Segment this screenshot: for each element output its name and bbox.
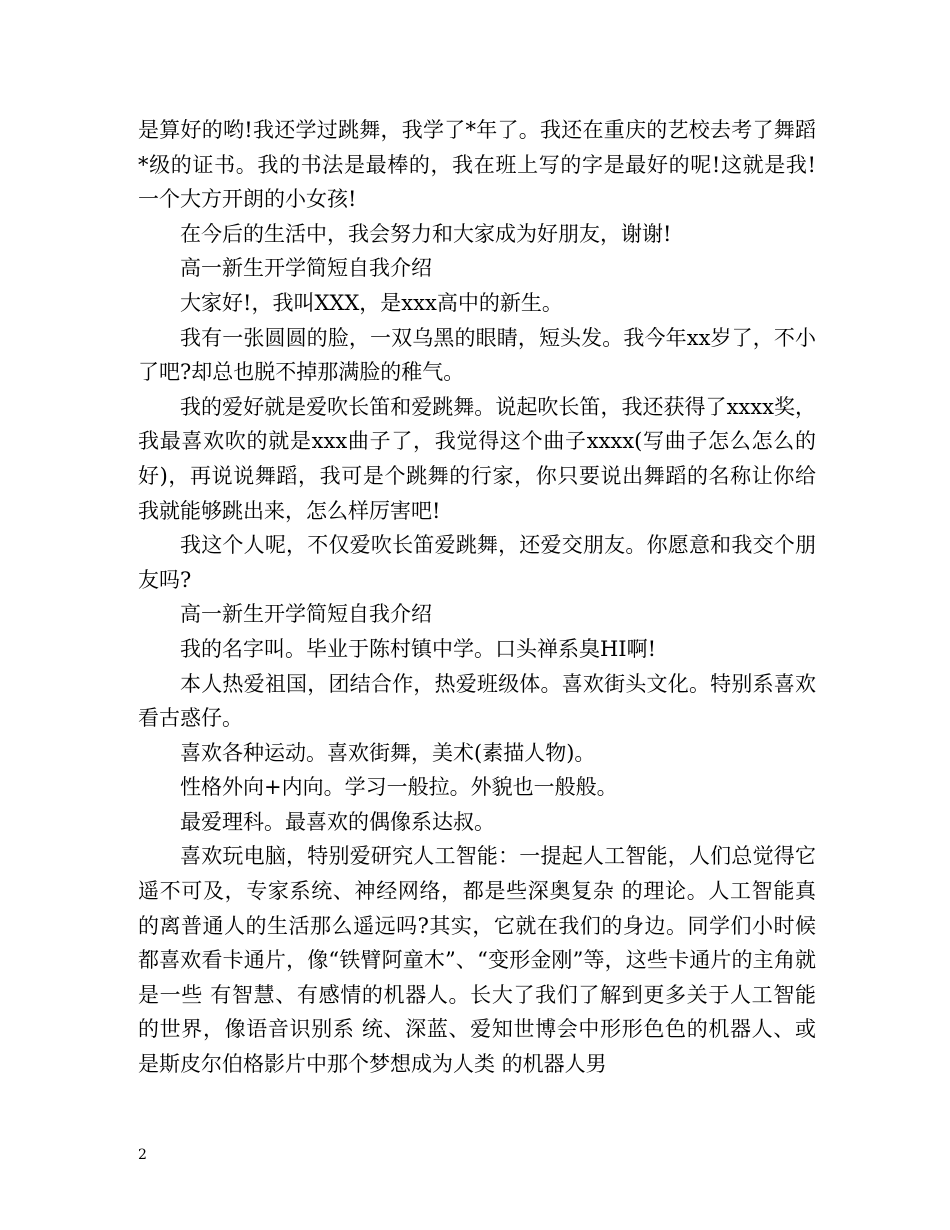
paragraph: 在今后的生活中，我会努力和大家成为好朋友，谢谢!: [180, 221, 672, 246]
paragraph: 高一新生开学简短自我介绍: [180, 256, 432, 281]
document-body: [138, 113, 816, 1082]
paragraph: 性格外向+内向。学习一般拉。外貌也一般般。: [180, 775, 618, 800]
paragraph: 我这个人呢，不仅爱吹长笛爱跳舞，还爱交朋友。你愿意和我交个朋友吗?: [138, 533, 816, 592]
paragraph: 最爱理科。最喜欢的偶像系达叔。: [180, 809, 495, 834]
paragraph: 本人热爱祖国，团结合作，热爱班级体。喜欢街头文化。特别系喜欢看古惑仔。: [138, 671, 816, 731]
paragraph: 我的爱好就是爱吹长笛和爱跳舞。说起吹长笛，我还获得了xxxx奖，我最喜欢吹的就是xxx曲子了，我觉得这个曲子xxxx(写曲子怎么怎么的好)，再说说舞蹈，我可是个跳舞的行家，你只要说出舞蹈的名称让你给我就能够跳出来，怎么样厉害吧!: [138, 394, 816, 523]
paragraph: 是算好的哟!我还学过跳舞，我学了*年了。我还在重庆的艺校去考了舞蹈*级的证书。我的书法是最棒的，我在班上写的字是最好的呢!这就是我!一个大方开朗的小女孩!: [138, 118, 816, 212]
paragraph: 我的名字叫。毕业于陈村镇中学。口头禅系臭HI啊!: [180, 636, 657, 661]
paragraph: 我有一张圆圆的脸，一双乌黑的眼睛，短头发。我今年xx岁了，不小了吧?却总也脱不掉那满脸的稚气。: [138, 325, 816, 385]
paragraph: 大家好!，我叫XXX，是xxx高中的新生。: [180, 290, 563, 315]
paragraph: 喜欢玩电脑，特别爱研究人工智能：一提起人工智能，人们总觉得它遥不可及，专家系统、神经网络，都是些深奥复杂 的理论。人工智能真的离普通人的生活那么遥远吗?其实，它就在我们的身边。同学们小时候都喜欢看卡通片，像“铁臂阿童木”、“变形金刚”等，这些卡通片的主角就是一些 有智慧、有感情的机器人。长大了我们了解到更多关于人工智能的世界，像语音识别系 统、深蓝、爱知世博会中形形色色的机器人、或是斯皮尔伯格影片中那个梦想成为人类 的机器人男: [138, 844, 816, 1077]
paragraph: 喜欢各种运动。喜欢街舞，美术(素描人物)。: [180, 740, 596, 765]
paragraph: 高一新生开学简短自我介绍: [180, 602, 432, 627]
page-number: 2: [138, 1147, 147, 1163]
